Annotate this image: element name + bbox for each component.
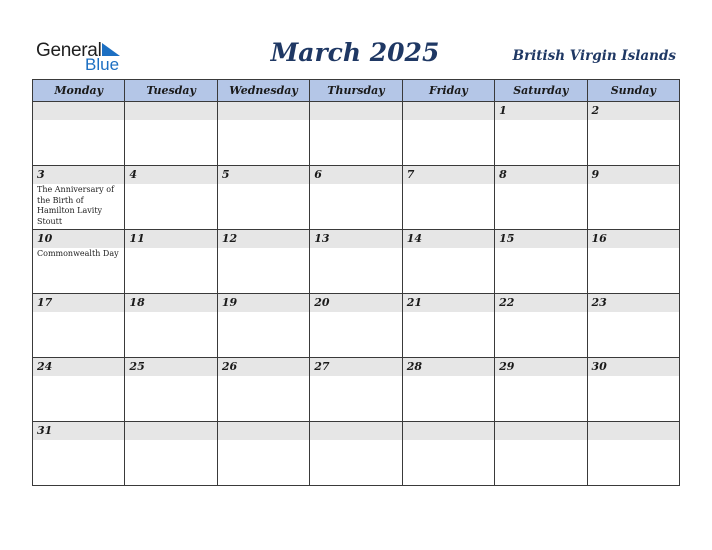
weekday-saturday: Saturday (495, 80, 587, 102)
day-number: 8 (495, 166, 586, 184)
holiday-event (403, 184, 494, 185)
holiday-event (588, 312, 679, 313)
calendar-day-cell (495, 166, 587, 230)
calendar-day-cell (125, 166, 217, 230)
day-number: 7 (403, 166, 494, 184)
calendar-day-cell (402, 358, 494, 422)
calendar-day-cell (33, 230, 125, 294)
day-number: 18 (125, 294, 216, 312)
calendar-day-cell (33, 294, 125, 358)
holiday-event (403, 312, 494, 313)
logo-text-blue: Blue (85, 55, 120, 74)
day-number (125, 102, 216, 120)
day-number: 17 (33, 294, 124, 312)
day-number: 23 (588, 294, 679, 312)
holiday-event (588, 184, 679, 185)
calendar-country: British Virgin Islands (512, 48, 676, 64)
calendar-day-cell (217, 422, 309, 486)
holiday-event (403, 440, 494, 441)
day-number (310, 102, 401, 120)
day-number: 4 (125, 166, 216, 184)
day-number: 2 (588, 102, 679, 120)
calendar-body (33, 102, 680, 486)
day-number: 27 (310, 358, 401, 376)
weekday-header-row (33, 80, 680, 102)
calendar-day-cell (310, 294, 402, 358)
calendar-day-cell (125, 294, 217, 358)
calendar-day-cell (33, 102, 125, 166)
day-number: 12 (218, 230, 309, 248)
calendar-day-cell (495, 422, 587, 486)
holiday-event (125, 184, 216, 185)
weekday-sunday: Sunday (587, 80, 679, 102)
holiday-event (588, 248, 679, 249)
holiday-event: Commonwealth Day (37, 249, 119, 258)
day-number (310, 422, 401, 440)
day-number: 13 (310, 230, 401, 248)
calendar-week-row (33, 166, 680, 230)
day-number: 28 (403, 358, 494, 376)
weekday-wednesday: Wednesday (217, 80, 309, 102)
calendar-day-cell (402, 422, 494, 486)
calendar-day-cell (587, 102, 679, 166)
calendar-day-cell (587, 166, 679, 230)
holiday-event (125, 248, 216, 249)
holiday-event (218, 120, 309, 121)
calendar-day-cell (495, 102, 587, 166)
day-number: 6 (310, 166, 401, 184)
weekday-monday: Monday (33, 80, 125, 102)
calendar-day-cell (310, 230, 402, 294)
holiday-event (310, 376, 401, 377)
calendar-day-cell (217, 102, 309, 166)
calendar-day-cell (495, 358, 587, 422)
day-number (125, 422, 216, 440)
holiday-event (310, 248, 401, 249)
holiday-event (310, 120, 401, 121)
holiday-event (495, 376, 586, 377)
holiday-event (218, 312, 309, 313)
holiday-event (403, 120, 494, 121)
calendar-day-cell (217, 166, 309, 230)
day-number: 24 (33, 358, 124, 376)
day-number: 14 (403, 230, 494, 248)
day-number (495, 422, 586, 440)
day-number: 3 (33, 166, 124, 184)
calendar-day-cell (587, 422, 679, 486)
day-number (218, 422, 309, 440)
day-number: 16 (588, 230, 679, 248)
calendar-day-cell (217, 358, 309, 422)
day-number: 26 (218, 358, 309, 376)
holiday-event (403, 376, 494, 377)
calendar-day-cell (125, 358, 217, 422)
calendar-day-cell (402, 166, 494, 230)
day-number: 30 (588, 358, 679, 376)
calendar-day-cell (310, 358, 402, 422)
day-number: 9 (588, 166, 679, 184)
holiday-event (495, 440, 586, 441)
day-number: 22 (495, 294, 586, 312)
holiday-event (495, 184, 586, 185)
holiday-event (33, 376, 124, 377)
calendar-day-cell (587, 358, 679, 422)
calendar-day-cell (33, 166, 125, 230)
weekday-friday: Friday (402, 80, 494, 102)
calendar-day-cell (310, 422, 402, 486)
calendar-day-cell (33, 422, 125, 486)
holiday-event (588, 376, 679, 377)
day-number (403, 102, 494, 120)
calendar-day-cell (587, 230, 679, 294)
calendar-day-cell (33, 358, 125, 422)
day-number: 1 (495, 102, 586, 120)
holiday-event (125, 376, 216, 377)
calendar-day-cell (310, 166, 402, 230)
calendar-day-cell (495, 230, 587, 294)
day-number: 20 (310, 294, 401, 312)
calendar-week-row (33, 422, 680, 486)
holiday-event (588, 440, 679, 441)
calendar-day-cell (402, 102, 494, 166)
day-number (218, 102, 309, 120)
holiday-event (33, 120, 124, 121)
day-number (33, 102, 124, 120)
calendar-title: March 2025 (270, 38, 440, 67)
holiday-event (125, 312, 216, 313)
day-number: 19 (218, 294, 309, 312)
holiday-event (310, 184, 401, 185)
day-number: 10 (33, 230, 124, 248)
weekday-tuesday: Tuesday (125, 80, 217, 102)
calendar-day-cell (495, 294, 587, 358)
holiday-event (33, 312, 124, 313)
calendar-day-cell (125, 422, 217, 486)
calendar-day-cell (217, 294, 309, 358)
holiday-event (403, 248, 494, 249)
calendar-day-cell (217, 230, 309, 294)
holiday-event (218, 376, 309, 377)
day-number: 29 (495, 358, 586, 376)
holiday-event (125, 440, 216, 441)
calendar-day-cell (125, 230, 217, 294)
month-calendar-grid (32, 79, 680, 486)
day-number: 11 (125, 230, 216, 248)
holiday-event (33, 440, 124, 441)
generalblue-logo (36, 40, 136, 74)
holiday-event (218, 184, 309, 185)
holiday-event (125, 120, 216, 121)
day-number: 31 (33, 422, 124, 440)
logo-text-general: General (36, 40, 102, 61)
calendar-day-cell (402, 294, 494, 358)
weekday-thursday: Thursday (310, 80, 402, 102)
holiday-event (495, 312, 586, 313)
calendar-day-cell (402, 230, 494, 294)
calendar-week-row (33, 294, 680, 358)
calendar-day-cell (310, 102, 402, 166)
holiday-event (495, 120, 586, 121)
calendar-week-row (33, 358, 680, 422)
day-number: 15 (495, 230, 586, 248)
holiday-event (310, 312, 401, 313)
holiday-event (218, 440, 309, 441)
day-number (588, 422, 679, 440)
day-number: 5 (218, 166, 309, 184)
holiday-event (218, 248, 309, 249)
holiday-event (495, 248, 586, 249)
holiday-event (588, 120, 679, 121)
calendar-week-row (33, 230, 680, 294)
calendar-day-cell (125, 102, 217, 166)
day-number: 25 (125, 358, 216, 376)
holiday-event: The Anniversary of the Birth of Hamilton Lavity Stoutt (37, 185, 115, 226)
day-number (403, 422, 494, 440)
calendar-day-cell (587, 294, 679, 358)
holiday-event (310, 440, 401, 441)
day-number: 21 (403, 294, 494, 312)
calendar-week-row (33, 102, 680, 166)
